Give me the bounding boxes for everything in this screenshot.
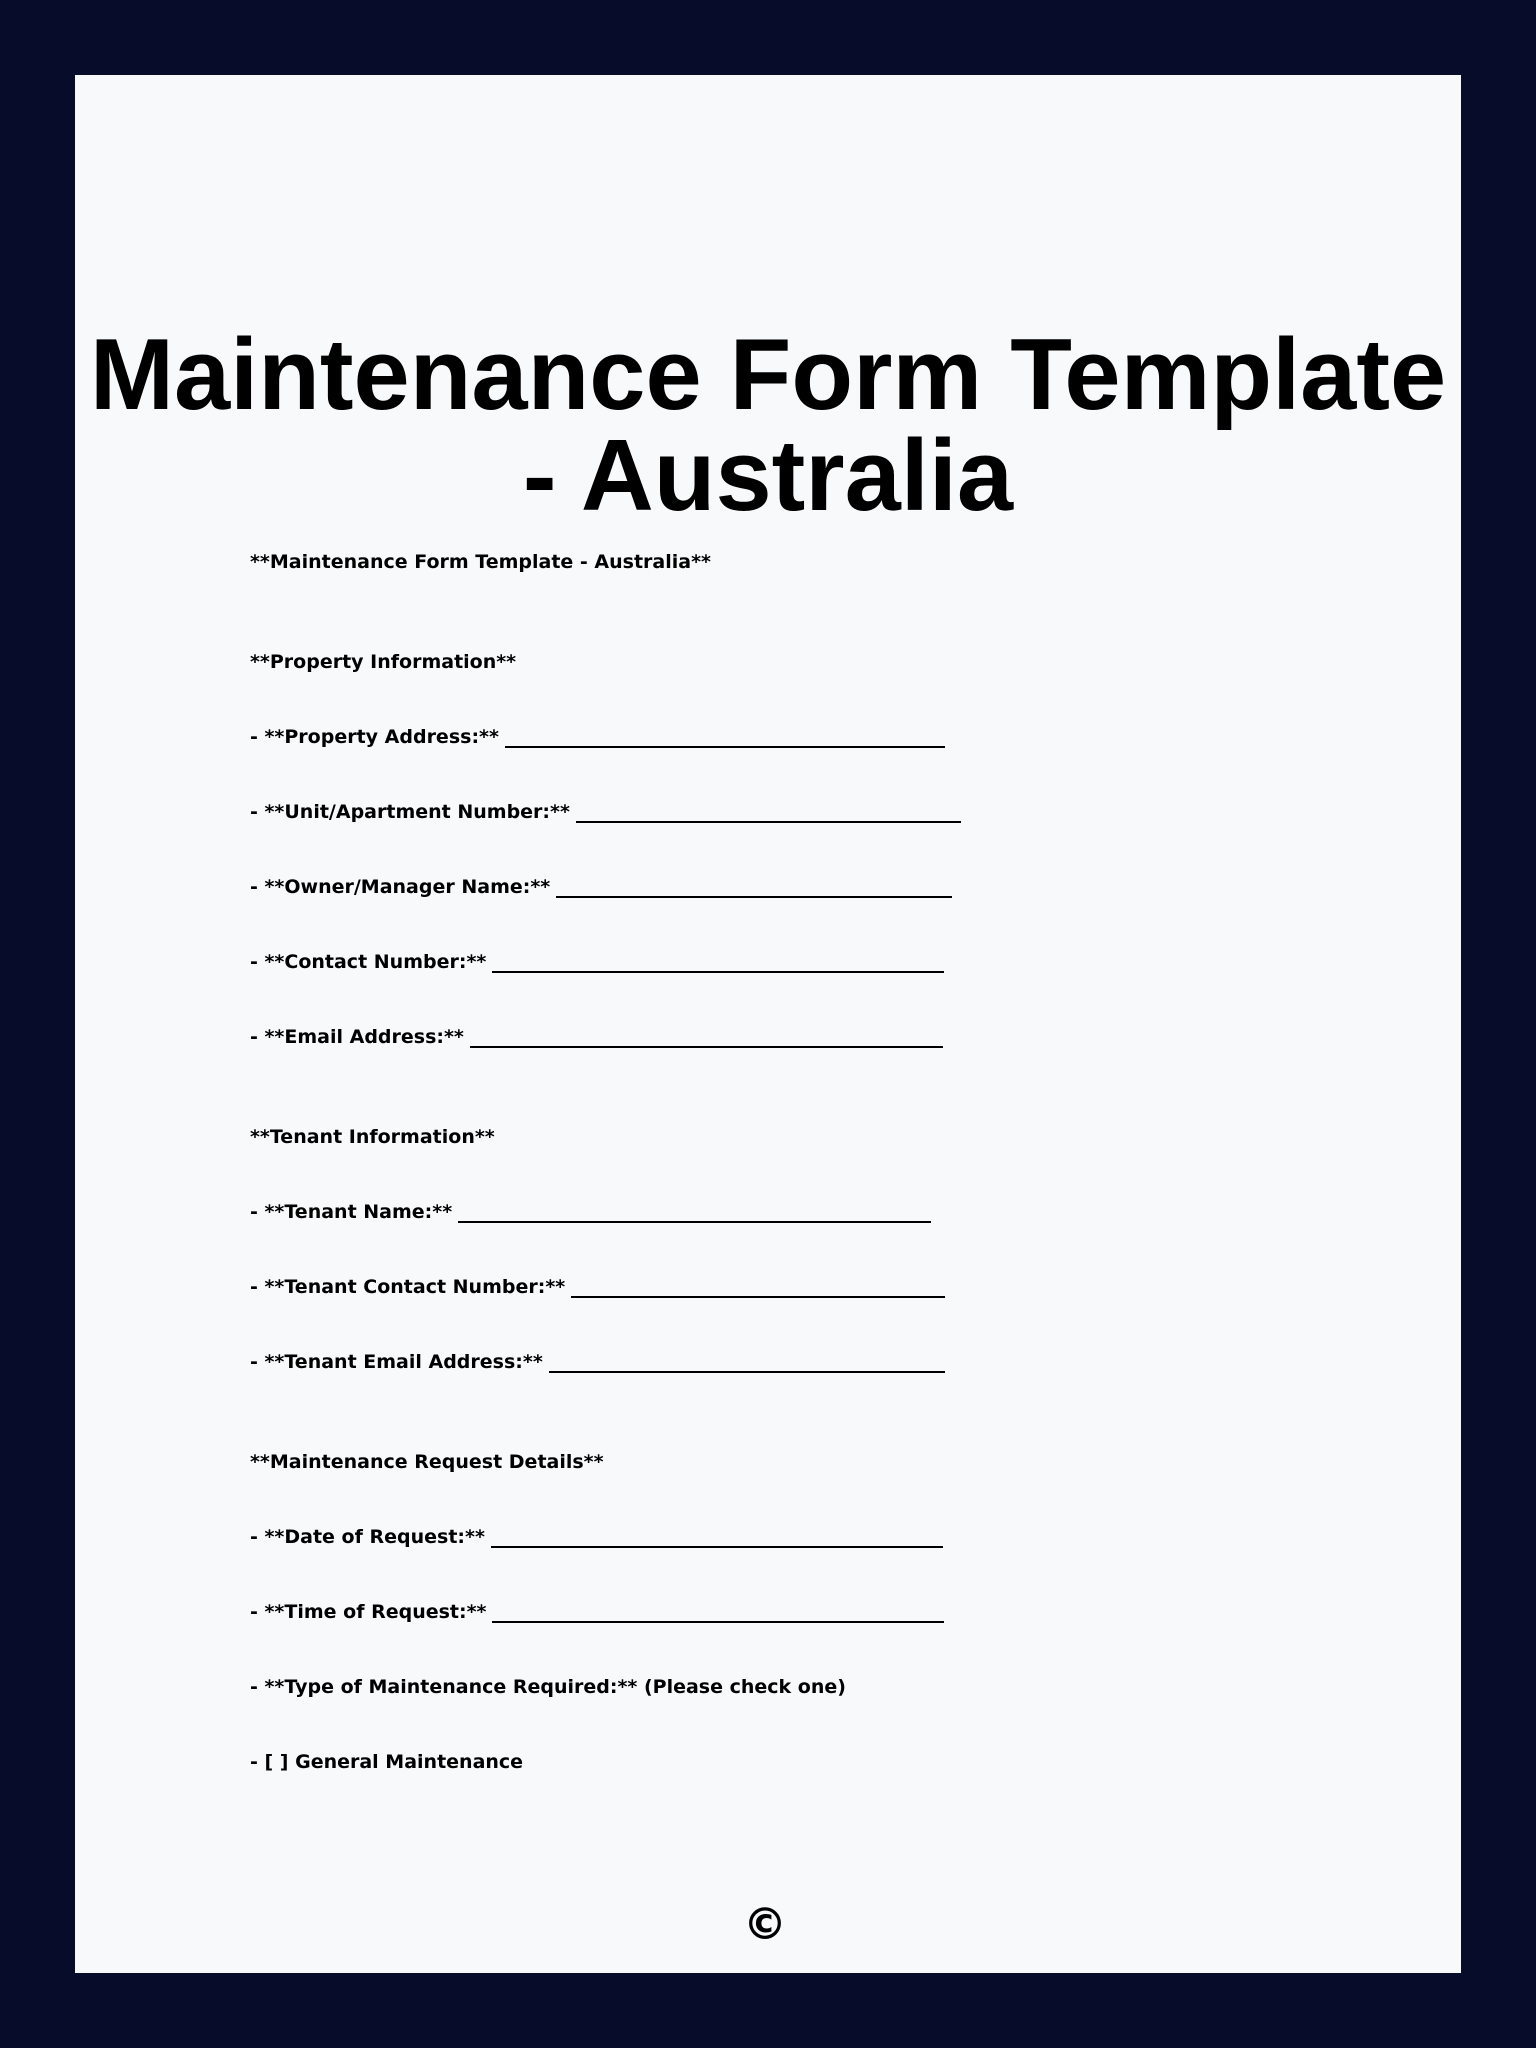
field-label: - **Email Address:** — [250, 1026, 464, 1048]
blank-line — [492, 1603, 944, 1623]
field-label: - **Property Address:** — [250, 726, 499, 748]
field-property-address — [250, 726, 945, 748]
field-label: - **Contact Number:** — [250, 951, 487, 973]
blank-line — [556, 878, 952, 898]
blank-line — [491, 1528, 943, 1548]
blank-line — [470, 1028, 943, 1048]
form-heading: **Maintenance Form Template - Australia** — [250, 551, 711, 573]
section-heading-property: **Property Information** — [250, 651, 517, 673]
blank-line — [549, 1353, 945, 1373]
field-label: - **Tenant Email Address:** — [250, 1351, 543, 1373]
field-label: - **Date of Request:** — [250, 1526, 485, 1548]
field-tenant-name — [250, 1201, 931, 1223]
blank-line — [505, 728, 945, 748]
field-contact-number — [250, 951, 944, 973]
field-label: - **Tenant Name:** — [250, 1201, 453, 1223]
field-time-of-request — [250, 1601, 944, 1623]
field-label: - **Unit/Apartment Number:** — [250, 801, 570, 823]
field-label: - **Owner/Manager Name:** — [250, 876, 551, 898]
document-page — [75, 75, 1461, 1973]
field-owner-manager-name — [250, 876, 952, 898]
field-tenant-contact-number — [250, 1276, 945, 1298]
field-label: - **Tenant Contact Number:** — [250, 1276, 566, 1298]
field-label: - **Time of Request:** — [250, 1601, 487, 1623]
copyright-icon: © — [743, 1899, 787, 1950]
blank-line — [458, 1203, 931, 1223]
checkbox-option-general-maintenance: - [ ] General Maintenance — [250, 1751, 524, 1773]
blank-line — [576, 803, 961, 823]
blank-line — [492, 953, 944, 973]
document-title: Maintenance Form Template - Australia — [89, 319, 1447, 532]
maintenance-type-prompt: - **Type of Maintenance Required:** (Please check one) — [250, 1676, 846, 1698]
field-unit-number — [250, 801, 961, 823]
field-tenant-email-address — [250, 1351, 945, 1373]
field-date-of-request — [250, 1526, 943, 1548]
section-heading-tenant: **Tenant Information** — [250, 1126, 495, 1148]
field-email-address — [250, 1026, 943, 1048]
blank-line — [571, 1278, 945, 1298]
section-heading-request: **Maintenance Request Details** — [250, 1451, 604, 1473]
